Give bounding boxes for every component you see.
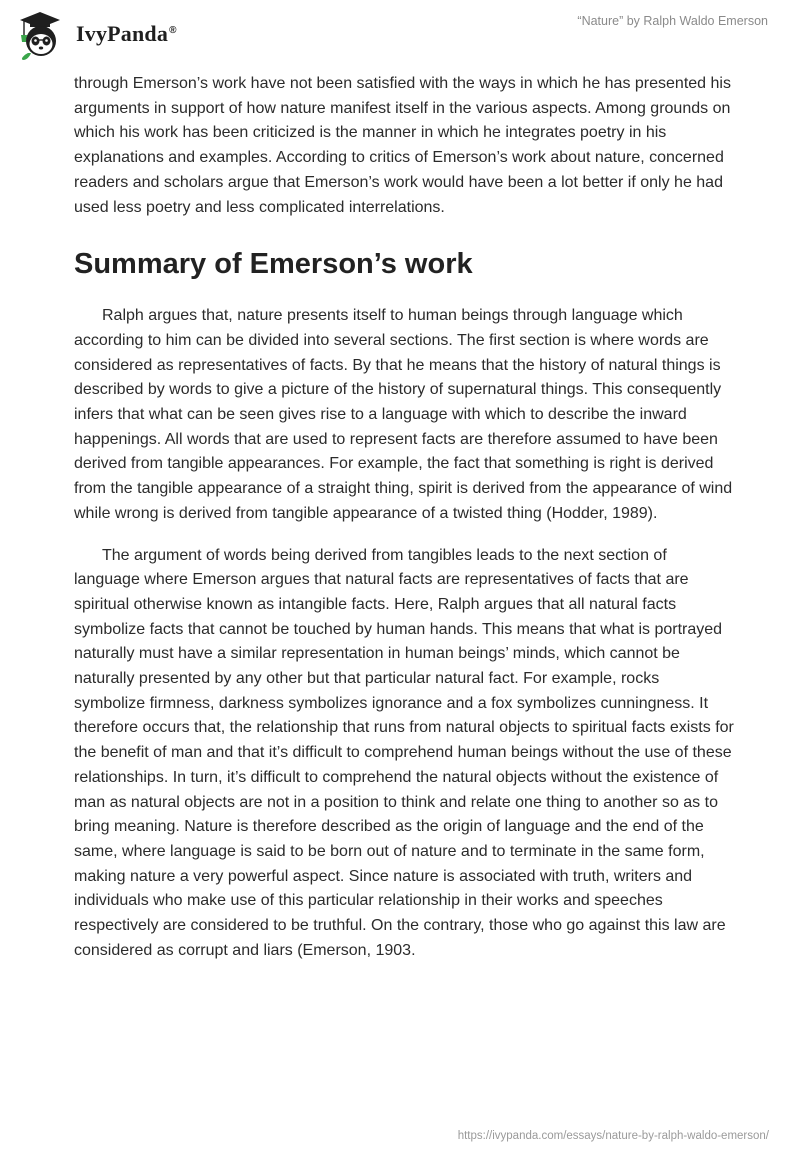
ivypanda-logo[interactable] xyxy=(14,9,177,61)
article-body xyxy=(74,72,734,964)
paragraph-spacer xyxy=(74,527,734,544)
document-title: “Nature” by Ralph Waldo Emerson xyxy=(577,14,768,28)
source-url[interactable]: https://ivypanda.com/essays/nature-by-ralph-waldo-emerson/ xyxy=(457,1130,769,1142)
brand-name xyxy=(76,21,177,47)
page-header xyxy=(0,0,800,70)
section-heading: Summary of Emerson’s work xyxy=(74,248,473,281)
intro-paragraph: through Emerson’s work have not been satisfied with the ways in which he has presented his arguments in support of how nature manifest itself in the various aspects. Among grounds on which his work has been criticized is the manner in which he integrates poetry in his explanations and examples. According to critics of Emerson’s work about nature, concerned readers and scholars argue that Emerson’s work would have been a lot better if only he had used less poetry and less complicated interrelations. xyxy=(74,75,731,216)
panda-graduation-cap-icon xyxy=(14,9,66,61)
brand-name-text: IvyPanda xyxy=(76,21,169,46)
body-paragraph-1: Ralph argues that, nature presents itself to human beings through language which according to him can be divided into several sections. The first section is where words are considered as representatives of facts. By that he means that the history of natural things is described by words to give a picture of the history of supernatural things. This consequently infers that what can be seen gives rise to a language with which to describe the inward happenings. All words that are used to represent facts are therefore assumed to have been derived from tangible appearances. For example, the fact that something is right is derived from the tangible appearance of a straight thing, spirit is derived from the appearance of wind while wrong is derived from tangible appearance of a twisted thing (Hodder, 1989). xyxy=(74,307,733,522)
registered-mark: ® xyxy=(169,24,177,36)
body-paragraph-2: The argument of words being derived from tangibles leads to the next section of language where Emerson argues that natural facts are representatives of facts that are spiritual otherwise known as intangible facts. Here, Ralph argues that all natural facts symbolize facts that cannot be touched by human hands. This means that what is portrayed naturally must have a similar representation in human beings’ minds, which cannot be naturally presented by any other but that particular natural fact. For example, rocks symbolize firmness, darkness symbolizes ignorance and a fox symbolizes cunningness. It therefore occurs that, the relationship that runs from natural objects to spiritual facts exists for the benefit of man and that it’s difficult to comprehend human beings without the use of these relationships. In turn, it’s difficult to comprehend the natural objects without the existence of man as natural objects are not in a position to think and relate one thing to another so as to bring meaning. Nature is therefore described as the origin of language and the end of the same, where language is said to be born out of nature and to terminate in the same form, making nature a very powerful aspect. Since nature is associated with truth, writers and individuals who make use of this particular relationship in their works and speeches respectively are considered to be truthful. On the contrary, those who go against this law are considered as corrupt and liars (Emerson, 1903. xyxy=(74,546,734,959)
